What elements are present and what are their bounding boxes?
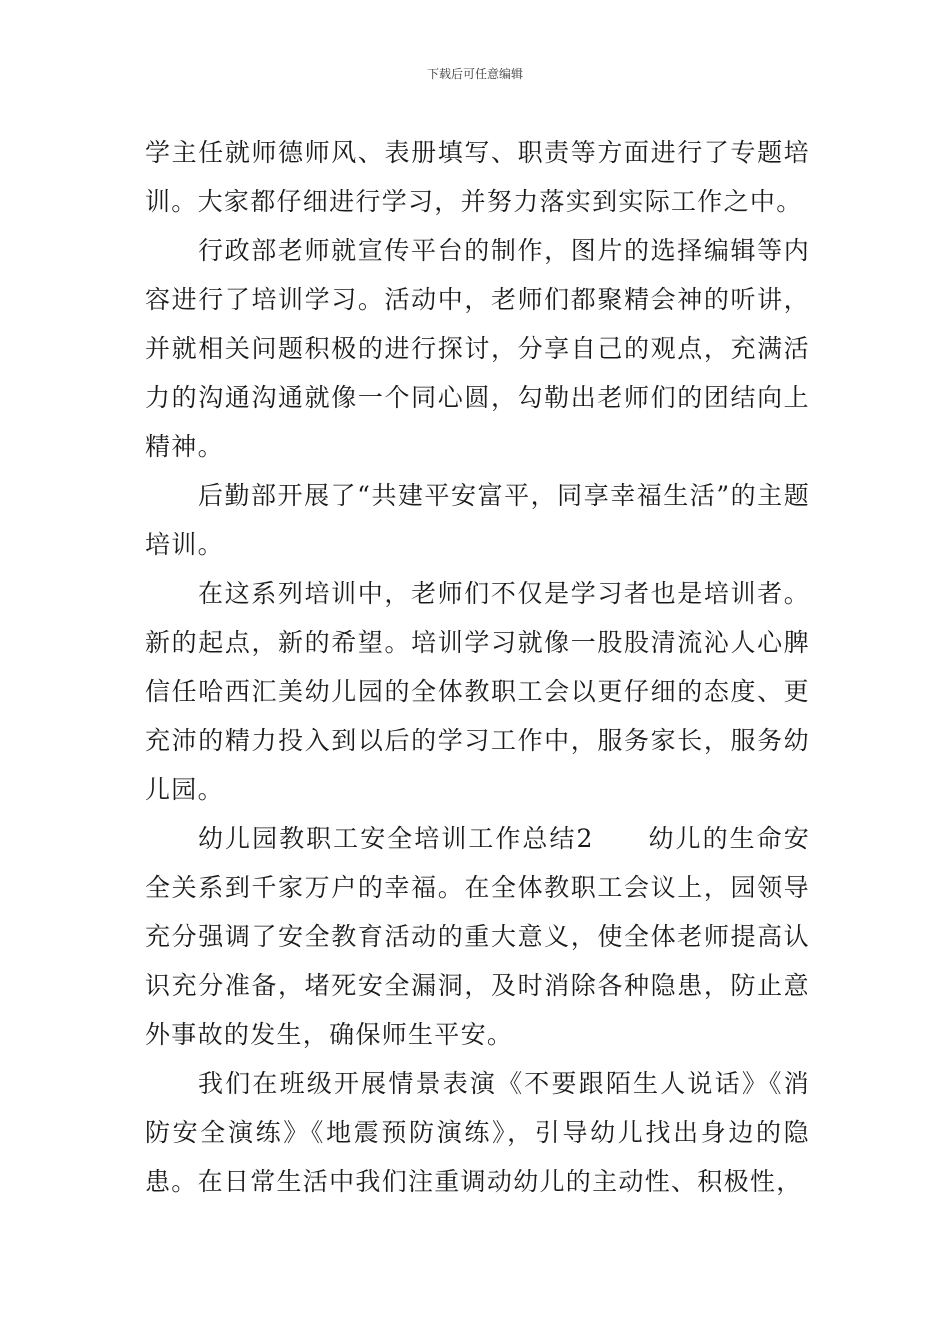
page-header: 下载后可任意编辑 xyxy=(426,67,523,81)
paragraph-5: 幼儿园教职工安全培训工作总结2 幼儿的生命安全关系到千家万户的幸福。在全体教职工会议上，园领导充分强调了安全教育活动的重大意义，使全体老师提高认识充分准备，堵死安全漏洞，及时消除各种隐患，防止意外事故的发生，确保师生平安。 xyxy=(145,824,810,1049)
paragraph-2: 行政部老师就宣传平台的制作，图片的选择编辑等内容进行了培训学习。活动中，老师们都聚精会神的听讲，并就相关问题积极的进行探讨，分享自己的观点，充满活力的沟通沟通就像一个同心圆，勾勒出老师们的团结向上精神。 xyxy=(145,236,810,461)
paragraph-3: 后勤部开展了“共建平安富平，同享幸福生活”的主题培训。 xyxy=(145,481,810,559)
paragraph-4: 在这系列培训中，老师们不仅是学习者也是培训者。新的起点，新的希望。培训学习就像一股股清流沁人心脾信任哈西汇美幼儿园的全体教职工会以更仔细的态度、更充沛的精力投入到以后的学习工作中，服务家长，服务幼儿园。 xyxy=(145,579,810,804)
paragraph-6: 我们在班级开展情景表演《不要跟陌生人说话》《消防安全演练》《地震预防演练》，引导幼儿找出身边的隐患。在日常生活中我们注重调动幼儿的主动性、积极性， xyxy=(145,1069,810,1196)
document-body xyxy=(145,128,810,1206)
paragraph-1: 学主任就师德师风、表册填写、职责等方面进行了专题培训。大家都仔细进行学习，并努力落实到实际工作之中。 xyxy=(145,138,810,216)
